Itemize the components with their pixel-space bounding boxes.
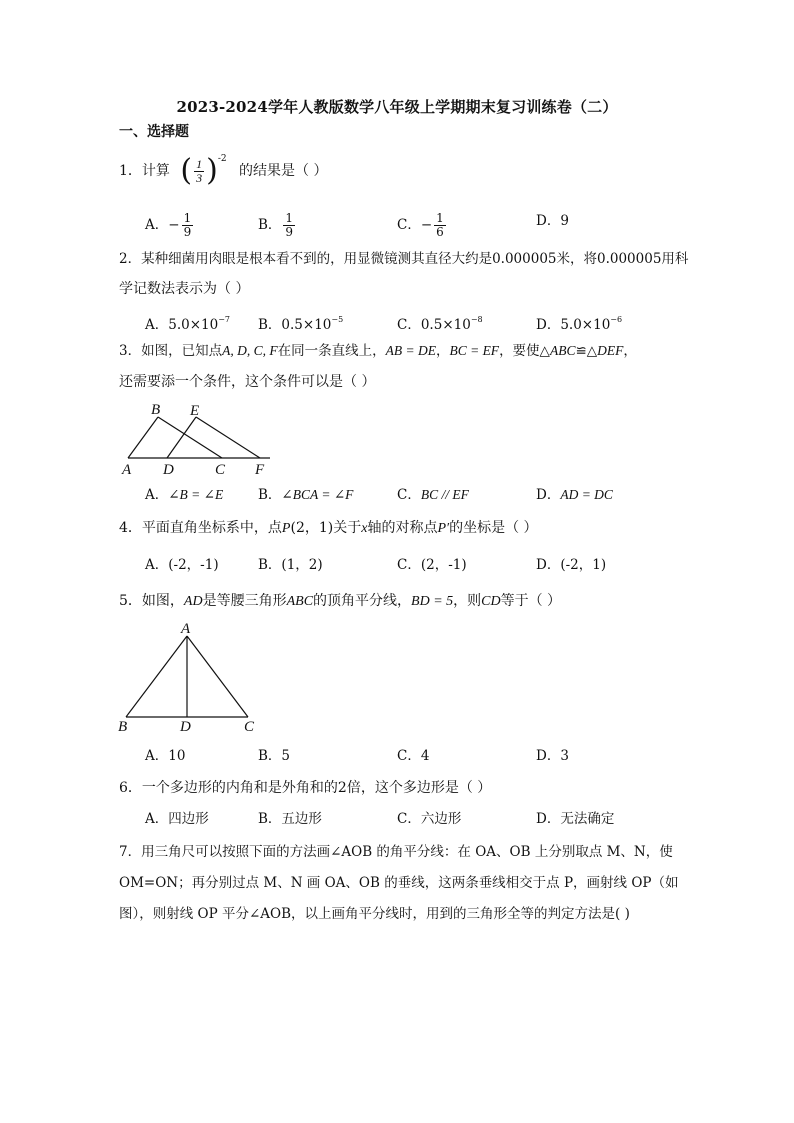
option-letter: C． bbox=[397, 811, 421, 827]
q5-option-b[interactable] bbox=[258, 749, 290, 763]
question-3-line-1 bbox=[119, 344, 637, 358]
q3-text-c: ，要使△ bbox=[499, 343, 550, 359]
q1-option-b[interactable] bbox=[258, 212, 297, 239]
q5-option-d[interactable] bbox=[536, 749, 569, 763]
option-text: 4 bbox=[420, 748, 430, 764]
option-text: 无法确定 bbox=[560, 811, 615, 827]
question-7-line-3: 图），则射线 OP 平分∠AOB，以上画角平分线时，用到的三角形全等的判定方法是( ) bbox=[119, 906, 630, 922]
q3-label-b: B bbox=[151, 402, 161, 418]
option-letter: A． bbox=[145, 487, 169, 503]
question-7-line-1: 7．用三角尺可以按照下面的方法画∠AOB 的角平分线：在 OA、OB 上分别取点 M、N，使 bbox=[119, 844, 673, 860]
q6-option-a[interactable] bbox=[145, 812, 209, 826]
q3-label-e: E bbox=[190, 403, 200, 419]
q4-option-d[interactable] bbox=[536, 558, 606, 572]
frac-num: 1 bbox=[285, 211, 294, 225]
q1-option-d[interactable] bbox=[536, 214, 569, 228]
q3-segment-bc bbox=[158, 417, 222, 458]
frac-num: 1 bbox=[436, 211, 444, 225]
q6-option-c[interactable] bbox=[397, 812, 461, 826]
q5-text-e: 等于（ ） bbox=[500, 593, 562, 609]
frac-den: 6 bbox=[436, 225, 444, 239]
question-2-line-1: 2．某种细菌用肉眼是根本看不到的，用显微镜测其直径大约是0.000005米，将0.000005用科 bbox=[119, 251, 689, 267]
q2-option-b[interactable] bbox=[258, 313, 343, 332]
option-letter: B． bbox=[258, 317, 282, 333]
option-base: 0.5×10 bbox=[420, 317, 471, 333]
option-letter: C． bbox=[397, 487, 421, 503]
q4-text-b: (2，1)关于 bbox=[290, 520, 362, 536]
q1-option-a[interactable] bbox=[145, 212, 195, 239]
option-letter: D． bbox=[536, 748, 561, 764]
option-letter: A． bbox=[145, 217, 169, 233]
q1-frac-num: 1 bbox=[196, 156, 203, 171]
q3-text-b: 在同一条直线上， bbox=[277, 343, 386, 359]
q3-segment-de bbox=[167, 417, 196, 458]
q4-point-p-prime: P′ bbox=[437, 521, 450, 536]
q3-triangle-2: DEF bbox=[597, 343, 624, 358]
q5-label-d: D bbox=[180, 719, 191, 735]
option-text: 六边形 bbox=[420, 811, 462, 827]
option-letter: D． bbox=[536, 487, 561, 503]
option-value: 9 bbox=[560, 213, 569, 229]
option-exponent: −5 bbox=[331, 315, 344, 324]
question-5 bbox=[119, 594, 561, 609]
option-letter: C． bbox=[397, 748, 421, 764]
frac-den: 9 bbox=[285, 225, 294, 239]
option-letter: C． bbox=[397, 317, 421, 333]
q3-points: A, D, C, F bbox=[222, 343, 278, 358]
option-text: 五边形 bbox=[281, 811, 322, 827]
option-letter: D． bbox=[536, 811, 561, 827]
q5-text-b: 是等腰三角形 bbox=[202, 593, 287, 609]
option-letter: B． bbox=[258, 217, 282, 233]
option-letter: C． bbox=[397, 217, 421, 233]
q1-right-paren: ) bbox=[206, 153, 218, 188]
option-sign: − bbox=[420, 217, 433, 233]
option-fraction bbox=[283, 212, 295, 239]
option-text: 5 bbox=[281, 748, 291, 764]
question-3-line-2: 还需要添一个条件，这个条件可以是（ ） bbox=[119, 374, 376, 390]
option-fraction bbox=[182, 212, 194, 239]
q1-left-paren: ( bbox=[180, 153, 193, 188]
q5-segment-ab bbox=[126, 636, 187, 717]
q4-point-p: P bbox=[281, 521, 291, 536]
option-text: 四边形 bbox=[168, 811, 209, 827]
q3-option-a[interactable] bbox=[145, 488, 223, 502]
frac-den: 9 bbox=[183, 225, 192, 239]
q2-option-a[interactable] bbox=[145, 313, 230, 332]
q3-label-c: C bbox=[215, 462, 226, 478]
option-letter: A． bbox=[145, 317, 169, 333]
option-text: ∠BCA = ∠F bbox=[281, 487, 354, 502]
q2-option-c[interactable] bbox=[397, 313, 483, 332]
option-text: (-2，1) bbox=[560, 557, 607, 573]
option-letter: D． bbox=[536, 557, 561, 573]
option-exponent: −6 bbox=[610, 315, 623, 324]
q1-suffix: 的结果是（ ） bbox=[239, 163, 328, 179]
q3-label-d: D bbox=[163, 462, 174, 478]
option-text: (2，-1) bbox=[420, 557, 467, 573]
section-heading: 一、选择题 bbox=[119, 124, 189, 140]
option-letter: B． bbox=[258, 811, 282, 827]
option-base: 5.0×10 bbox=[168, 317, 219, 333]
q3-triangle-1: ABC bbox=[549, 343, 576, 358]
q3-text-a: 3．如图，已知点 bbox=[119, 343, 223, 359]
q6-option-d[interactable] bbox=[536, 812, 614, 826]
q5-segment-cd: CD bbox=[481, 594, 501, 609]
option-base: 0.5×10 bbox=[281, 317, 332, 333]
q5-text-d: ，则 bbox=[453, 593, 482, 609]
q3-segment-ef bbox=[196, 417, 260, 458]
option-letter: B． bbox=[258, 748, 282, 764]
q1-fraction bbox=[194, 158, 204, 185]
option-text: BC // EF bbox=[420, 487, 469, 502]
q4-text-a: 4．平面直角坐标系中，点 bbox=[119, 520, 282, 536]
q3-figure bbox=[118, 398, 278, 478]
option-text: (1，2) bbox=[281, 557, 323, 573]
page-title: 2023-2024学年人教版数学八年级上学期期末复习训练卷（二） bbox=[176, 98, 618, 116]
frac-num: 1 bbox=[183, 211, 192, 225]
question-2-line-2: 学记数法表示为（ ） bbox=[119, 281, 250, 297]
q6-option-b[interactable] bbox=[258, 812, 322, 826]
option-text: 10 bbox=[168, 748, 186, 764]
q5-option-c[interactable] bbox=[397, 749, 429, 763]
q3-option-c[interactable] bbox=[397, 488, 469, 502]
q3-segment-ab bbox=[128, 417, 158, 458]
q1-expression bbox=[180, 153, 227, 188]
option-letter: A． bbox=[145, 557, 169, 573]
q5-segment-ac bbox=[187, 636, 248, 717]
q3-option-d[interactable] bbox=[536, 488, 613, 502]
option-text: AD = DC bbox=[560, 487, 613, 502]
q3-label-a: A bbox=[122, 462, 132, 478]
option-exponent: −7 bbox=[218, 315, 231, 324]
q3-text-d: ， bbox=[623, 343, 637, 359]
q4-text-d: 的坐标是（ ） bbox=[449, 520, 538, 536]
q5-text-a: 5．如图， bbox=[119, 593, 184, 609]
option-letter: B． bbox=[258, 557, 282, 573]
option-base: 5.0×10 bbox=[560, 317, 611, 333]
option-letter: A． bbox=[145, 748, 169, 764]
question-4 bbox=[119, 521, 538, 536]
q3-label-f: F bbox=[255, 462, 265, 478]
option-text: (-2，-1) bbox=[168, 557, 219, 573]
q1-option-c[interactable] bbox=[397, 212, 448, 239]
option-letter: A． bbox=[145, 811, 169, 827]
option-letter: B． bbox=[258, 487, 282, 503]
option-text: 3 bbox=[560, 748, 569, 764]
option-letter: D． bbox=[536, 213, 561, 229]
q5-label-c: C bbox=[244, 719, 255, 735]
option-letter: D． bbox=[536, 317, 561, 333]
question-6: 6．一个多边形的内角和是外角和的2倍，这个多边形是（ ） bbox=[119, 780, 492, 796]
q3-congruent-sign: ≌△ bbox=[575, 343, 598, 359]
q5-label-a: A bbox=[181, 621, 191, 637]
q5-given: BD = 5 bbox=[411, 594, 454, 609]
q4-option-c[interactable] bbox=[397, 558, 467, 572]
q3-option-b[interactable] bbox=[258, 488, 353, 502]
q4-text-c: 轴的对称点 bbox=[367, 520, 438, 536]
q5-triangle: ABC bbox=[286, 594, 314, 609]
q1-prefix: 1．计算 bbox=[119, 163, 170, 179]
q5-option-a[interactable] bbox=[145, 749, 185, 763]
q3-comma: ， bbox=[435, 343, 450, 359]
q2-option-d[interactable] bbox=[536, 313, 622, 332]
q5-figure bbox=[114, 618, 264, 736]
q5-label-b: B bbox=[118, 719, 128, 735]
q4-option-a[interactable] bbox=[145, 558, 219, 572]
question-7-line-2: OM=ON；再分别过点 M、N 画 OA、OB 的垂线，这两条垂线相交于点 P，画射线 OP（如 bbox=[119, 875, 679, 891]
q3-condition-2: BC = EF bbox=[449, 343, 500, 358]
question-1 bbox=[119, 153, 328, 188]
q1-frac-den: 3 bbox=[196, 170, 203, 185]
option-sign: − bbox=[168, 217, 180, 233]
q1-exponent: -2 bbox=[217, 154, 227, 164]
option-fraction bbox=[434, 212, 446, 239]
option-exponent: −8 bbox=[470, 315, 483, 324]
q4-axis-x: x bbox=[361, 521, 368, 536]
q3-condition-1: AB = DE bbox=[385, 343, 436, 358]
option-letter: C． bbox=[397, 557, 421, 573]
q4-option-b[interactable] bbox=[258, 558, 323, 572]
q5-text-c: 的顶角平分线， bbox=[313, 593, 412, 609]
option-text: ∠B = ∠E bbox=[168, 487, 224, 502]
q5-segment-ad: AD bbox=[183, 594, 203, 609]
